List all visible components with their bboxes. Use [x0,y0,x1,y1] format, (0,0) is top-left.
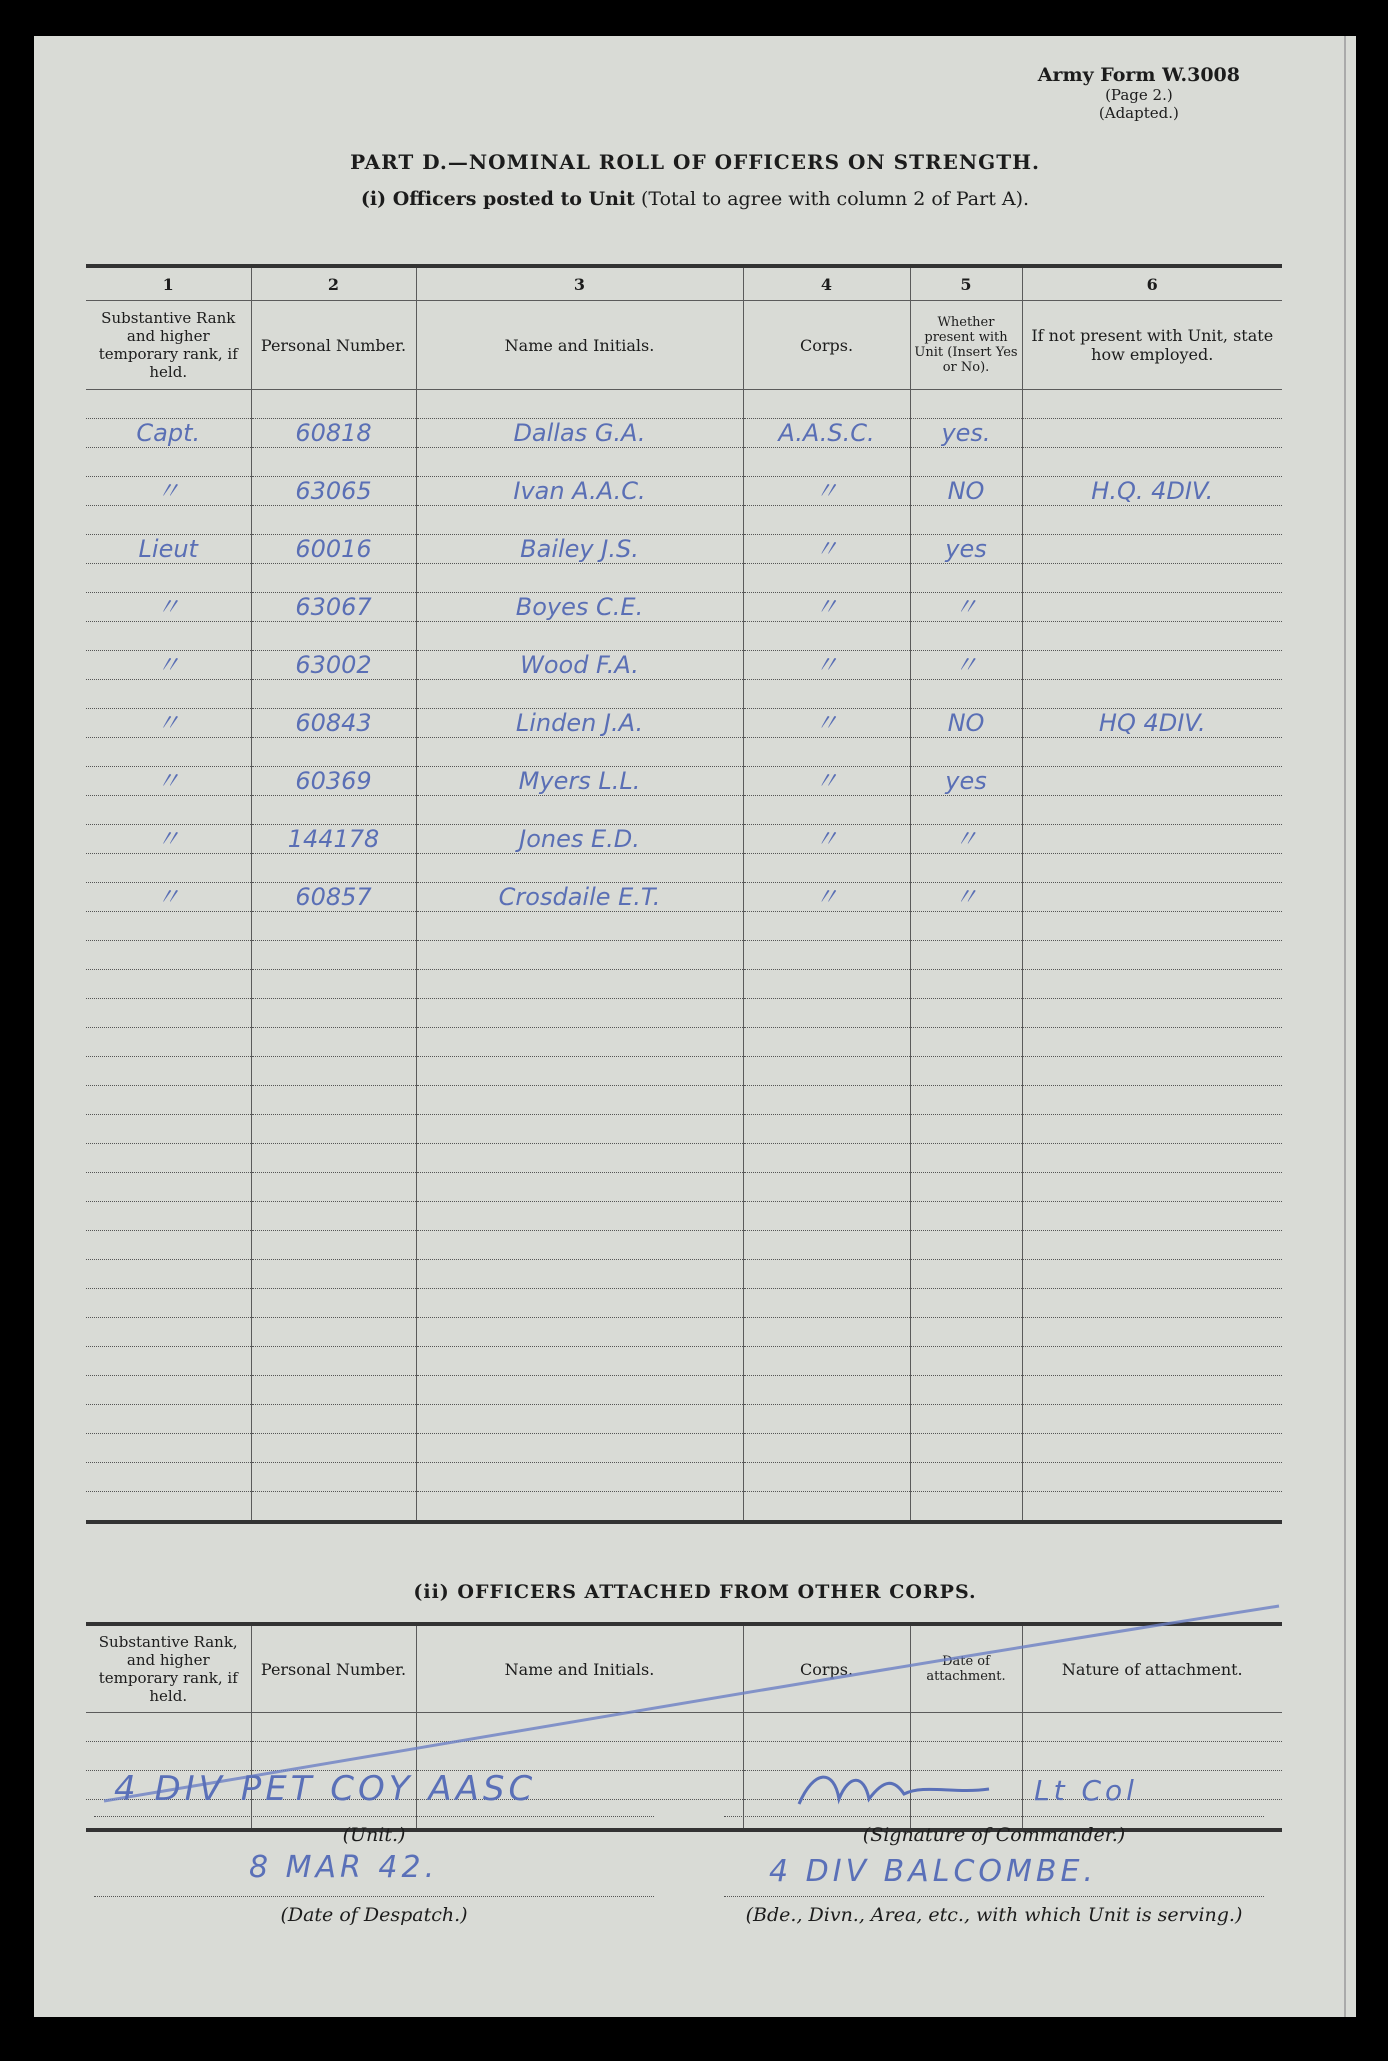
table-cell: NO [910,477,1022,506]
column-header-personal-number: Personal Number. [251,1624,416,1713]
table-cell: Dallas G.A. [416,419,743,448]
column-number: 3 [416,266,743,301]
column-header-employment: If not present with Unit, state how employed. [1022,301,1282,390]
table-cell: NO [910,709,1022,738]
table-cell: Crosdaile E.T. [416,883,743,912]
serving-line [724,1896,1264,1897]
signature-scrawl-icon [794,1764,994,1814]
table-cell: 〃 [86,477,251,506]
table-cell: 〃 [86,593,251,622]
table-cell: 〃 [910,825,1022,854]
date-handwritten: 8 MAR 42. [249,1850,439,1885]
commander-caption: (Signature of Commander.) [862,1824,1126,1846]
table-cell: 60843 [251,709,416,738]
table-cell: 〃 [86,825,251,854]
table-cell: Myers L.L. [416,767,743,796]
column-header-rank: Substantive Rank, and higher temporary rank, if held. [86,1624,251,1713]
table-cell: 〃 [86,767,251,796]
unit-line [94,1816,654,1817]
table-cell: Linden J.A. [416,709,743,738]
table-cell: 〃 [86,651,251,680]
page-title: PART D.—NOMINAL ROLL OF OFFICERS ON STRENGTH. [350,150,1040,174]
table-cell: 60369 [251,767,416,796]
form-page-number: (Page 2.) [1105,86,1173,104]
table-cell: 〃 [743,535,910,564]
table-cell: 〃 [743,593,910,622]
column-header-personal-number: Personal Number. [251,301,416,390]
table-cell: 63002 [251,651,416,680]
unit-caption: (Unit.) [342,1824,406,1846]
column-header-name: Name and Initials. [416,1624,743,1713]
column-header-corps: Corps. [743,301,910,390]
form-number: Army Form W.3008 [1037,64,1240,86]
table-cell: 〃 [743,767,910,796]
table-cell: Capt. [86,419,251,448]
table-cell: A.A.S.C. [743,419,910,448]
table-cell: yes [910,767,1022,796]
date-caption: (Date of Despatch.) [280,1904,468,1926]
table-cell: Wood F.A. [416,651,743,680]
date-line [94,1896,654,1897]
section-one-title: (i) Officers posted to Unit [360,188,635,210]
table-cell: Lieut [86,535,251,564]
column-header-present: Whether present with Unit (Insert Yes or No). [910,301,1022,390]
column-header-name: Name and Initials. [416,301,743,390]
form-adapted-note: (Adapted.) [1098,104,1179,122]
column-header-date-of-attachment: Date of attachment. [910,1624,1022,1713]
table-cell: 144178 [251,825,416,854]
table-cell: yes. [910,419,1022,448]
table-cell: 60818 [251,419,416,448]
table-cell: 〃 [743,477,910,506]
table-cell: 〃 [743,651,910,680]
column-number: 5 [910,266,1022,301]
table-cell: 63067 [251,593,416,622]
commander-signature [794,1764,994,1822]
table-cell: yes [910,535,1022,564]
table-cell: 〃 [910,593,1022,622]
table-cell: Bailey J.S. [416,535,743,564]
table-cell: 〃 [86,709,251,738]
table-cell: 〃 [910,883,1022,912]
table-cell: 〃 [743,883,910,912]
table-cell: Boyes C.E. [416,593,743,622]
column-number: 2 [251,266,416,301]
table-cell: Ivan A.A.C. [416,477,743,506]
table-cell: H.Q. 4DIV. [1022,477,1282,506]
table-cell: HQ 4DIV. [1022,709,1282,738]
table-cell: Jones E.D. [416,825,743,854]
table-cell: 〃 [743,825,910,854]
table-cell: 63065 [251,477,416,506]
table-cell: 60016 [251,535,416,564]
table-cell: 60857 [251,883,416,912]
strike-through-line [34,36,1356,2017]
commander-rank-handwritten: Lt Col [1034,1774,1138,1807]
column-number: 4 [743,266,910,301]
table-cell: 〃 [910,651,1022,680]
table-cell: 〃 [743,709,910,738]
section-one-note: (Total to agree with column 2 of Part A). [634,188,1030,210]
table-cell: 〃 [86,883,251,912]
unit-handwritten: 4 DIV PET COY AASC [114,1769,537,1809]
column-number: 6 [1022,266,1282,301]
commander-line [724,1816,1264,1817]
column-header-corps: Corps. [743,1624,910,1713]
section-two-title: (ii) OFFICERS ATTACHED FROM OTHER CORPS. [413,1581,977,1603]
column-header-rank: Substantive Rank and higher temporary rank, if held. [86,301,251,390]
column-header-nature-of-attachment: Nature of attachment. [1022,1624,1282,1713]
form-page [34,36,1356,2017]
column-number: 1 [86,266,251,301]
serving-handwritten: 4 DIV BALCOMBE. [769,1854,1097,1889]
serving-caption: (Bde., Divn., Area, etc., with which Unit is serving.) [745,1904,1243,1926]
